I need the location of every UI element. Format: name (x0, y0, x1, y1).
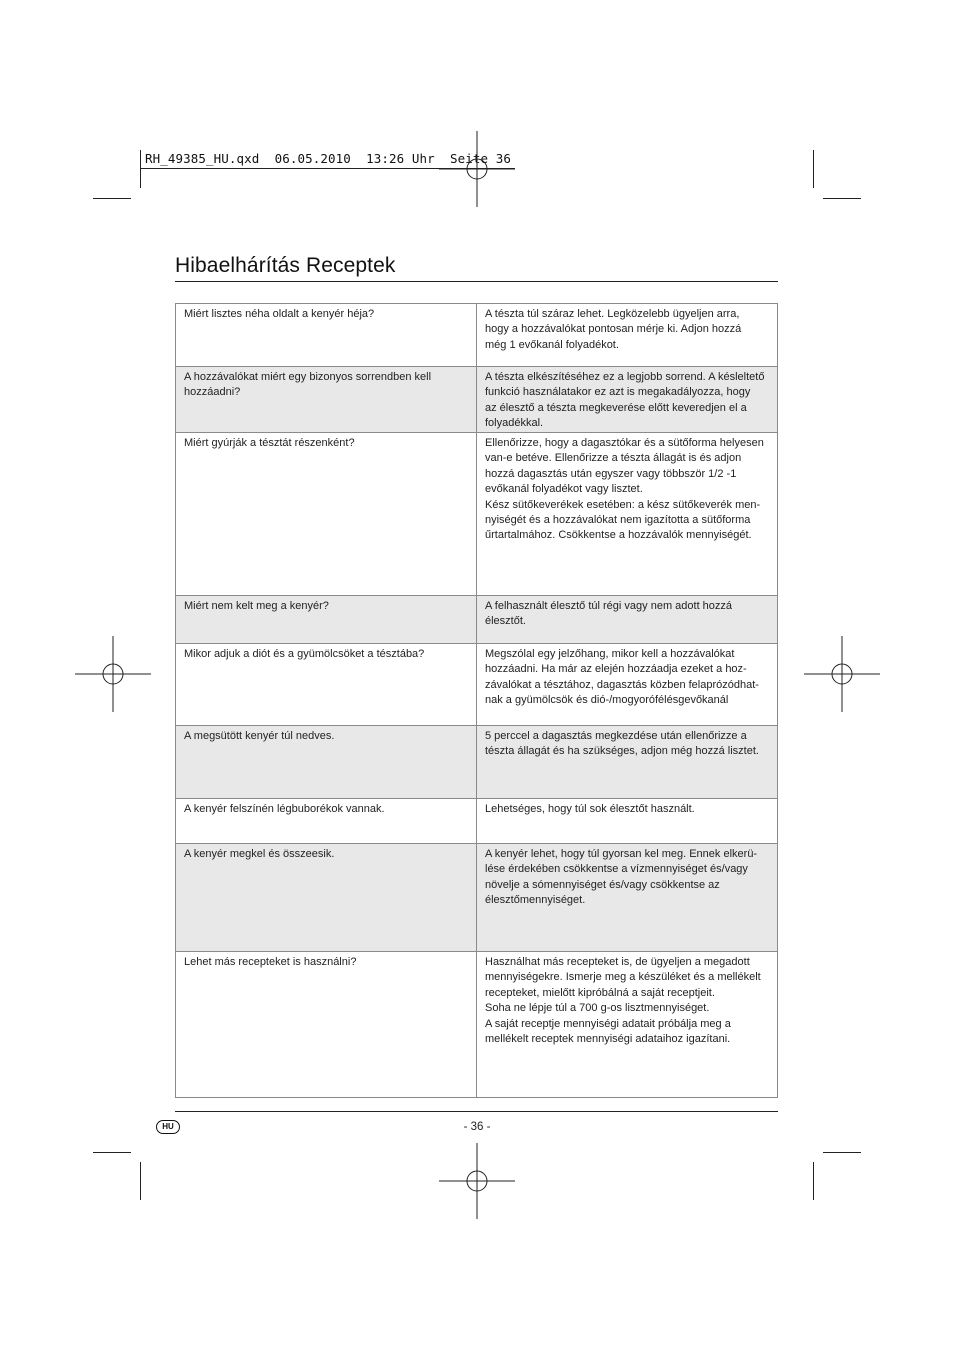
answer-line: élesztőt. (485, 615, 526, 628)
crop-mark (823, 1152, 861, 1153)
table-row (176, 644, 778, 726)
language-badge: HU (156, 1120, 180, 1134)
answer-cell (477, 799, 778, 844)
answer-line: evőkanál folyadékot vagy lisztet. (485, 483, 643, 496)
answer-line: tészta állagát és ha szükséges, adjon még hozzá lisztet. (485, 745, 759, 758)
answer-cell (477, 367, 778, 433)
answer-line: Kész sütőkeverékek esetében: a kész sütőkeverék men- (485, 498, 761, 511)
answer-line: mellékelt receptek mennyiségi adataihoz igazítani. (485, 1033, 731, 1046)
question-cell: Miért nem kelt meg a kenyér? (176, 596, 477, 644)
title-rule (175, 281, 778, 282)
crop-mark (93, 1152, 131, 1153)
answer-line: A kenyér lehet, hogy túl gyorsan kel meg. Ennek elkerü- (485, 848, 758, 860)
crop-mark (813, 1162, 814, 1200)
page-number: - 36 - (463, 1121, 491, 1133)
question-cell: A hozzávalókat miért egy bizonyos sorrendben kell hozzáadni? (176, 367, 477, 433)
table-row (176, 844, 778, 952)
answer-line: van-e betéve. Ellenőrizze a tészta állagát is és adjon (485, 452, 742, 465)
answer-line: még 1 evőkanál folyadékot. (485, 338, 619, 351)
answer-line: funkció használatakor ez azt is megakadályozza, hogy (485, 386, 751, 399)
question-cell: Mikor adjuk a diót és a gyümölcsöket a tésztába? (176, 644, 477, 726)
answer-line: Megszólal egy jelzőhang, mikor kell a hozzávalókat (485, 648, 735, 660)
registration-mark-icon (439, 1143, 515, 1219)
answer-cell (477, 596, 778, 644)
answer-line: Soha ne lépje túl a 700 g-os lisztmennyiséget. (485, 1002, 710, 1015)
crop-mark (823, 198, 861, 199)
question-cell: A megsütött kenyér túl nedves. (176, 726, 477, 799)
print-slug: RH_49385_HU.qxd 06.05.2010 13:26 Uhr Seite 36 (145, 151, 512, 166)
answer-line: nak a gyümölcsök és dió-/mogyorófélésgevőkanál (485, 694, 729, 707)
registration-mark-icon (75, 636, 151, 712)
registration-mark-icon (804, 636, 880, 712)
registration-mark-icon (439, 131, 515, 207)
answer-line: A tészta elkészítéséhez ez a legjobb sorrend. A késleltető (485, 371, 765, 383)
answer-line: hogy a hozzávalókat pontosan mérje ki. Adjon hozzá (485, 323, 742, 336)
table-row (176, 952, 778, 1098)
crop-mark (140, 150, 141, 188)
answer-cell (477, 433, 778, 596)
answer-line: A felhasznált élesztő túl régi vagy nem adott hozzá (485, 600, 733, 612)
answer-line: recepteket, mielőtt kipróbálná a saját receptjeit. (485, 986, 715, 999)
answer-line: 5 perccel a dagasztás megkezdése után ellenőrizze a (485, 730, 747, 742)
table-row (176, 367, 778, 433)
answer-line: élesztőmennyiséget. (485, 894, 586, 907)
question-cell: A kenyér megkel és összeesik. (176, 844, 477, 952)
answer-cell (477, 304, 778, 367)
answer-line: Lehetséges, hogy túl sok élesztőt használt. (485, 803, 695, 815)
answer-line: űrtartalmához. Csökkentse a hozzávalók mennyiségét. (485, 529, 752, 542)
answer-cell (477, 644, 778, 726)
footer-rule (175, 1111, 778, 1112)
answer-line: hozzá dagasztás után egyszer vagy többször 1/2 -1 (485, 467, 737, 480)
table-row (176, 799, 778, 844)
answer-line: závalókat a tésztához, dagasztás közben felaprózódhat- (485, 678, 759, 691)
table-row (176, 726, 778, 799)
answer-line: növelje a sómennyiséget és/vagy csökkentse az (485, 878, 720, 891)
answer-line: folyadékkal. (485, 417, 544, 430)
table-row (176, 304, 778, 367)
answer-line: mennyiségekre. Ismerje meg a készüléket és a mellékelt (485, 971, 761, 984)
answer-cell (477, 726, 778, 799)
question-cell: A kenyér felszínén légbuborékok vannak. (176, 799, 477, 844)
answer-cell (477, 952, 778, 1098)
answer-line: Használhat más recepteket is, de ügyeljen a megadott (485, 956, 750, 968)
answer-line: lése érdekében csökkentse a vízmennyiséget és/vagy (485, 863, 748, 876)
answer-line: hozzáadni. Ha már az elején hozzáadja ezeket a hoz- (485, 663, 747, 676)
question-cell: Lehet más recepteket is használni? (176, 952, 477, 1098)
answer-line: az élesztő a tészta megkeverése előtt keveredjen el a (485, 401, 747, 414)
crop-mark (140, 1162, 141, 1200)
question-cell: Miért gyúrják a tésztát részenként? (176, 433, 477, 596)
answer-line: A saját receptje mennyiségi adatait próbálja meg a (485, 1017, 731, 1030)
crop-mark (93, 198, 131, 199)
question-cell: Miért lisztes néha oldalt a kenyér héja? (176, 304, 477, 367)
troubleshooting-table (175, 303, 778, 1098)
answer-line: nyiségét és a hozzávalókat nem igazította a sütőforma (485, 514, 751, 527)
answer-cell (477, 844, 778, 952)
answer-line: A tészta túl száraz lehet. Legközelebb ügyeljen arra, (485, 308, 740, 320)
crop-mark (813, 150, 814, 188)
table-row (176, 596, 778, 644)
answer-line: Ellenőrizze, hogy a dagasztókar és a sütőforma helyesen (485, 437, 764, 449)
table-row (176, 433, 778, 596)
page-title: Hibaelhárítás Receptek (175, 254, 396, 277)
